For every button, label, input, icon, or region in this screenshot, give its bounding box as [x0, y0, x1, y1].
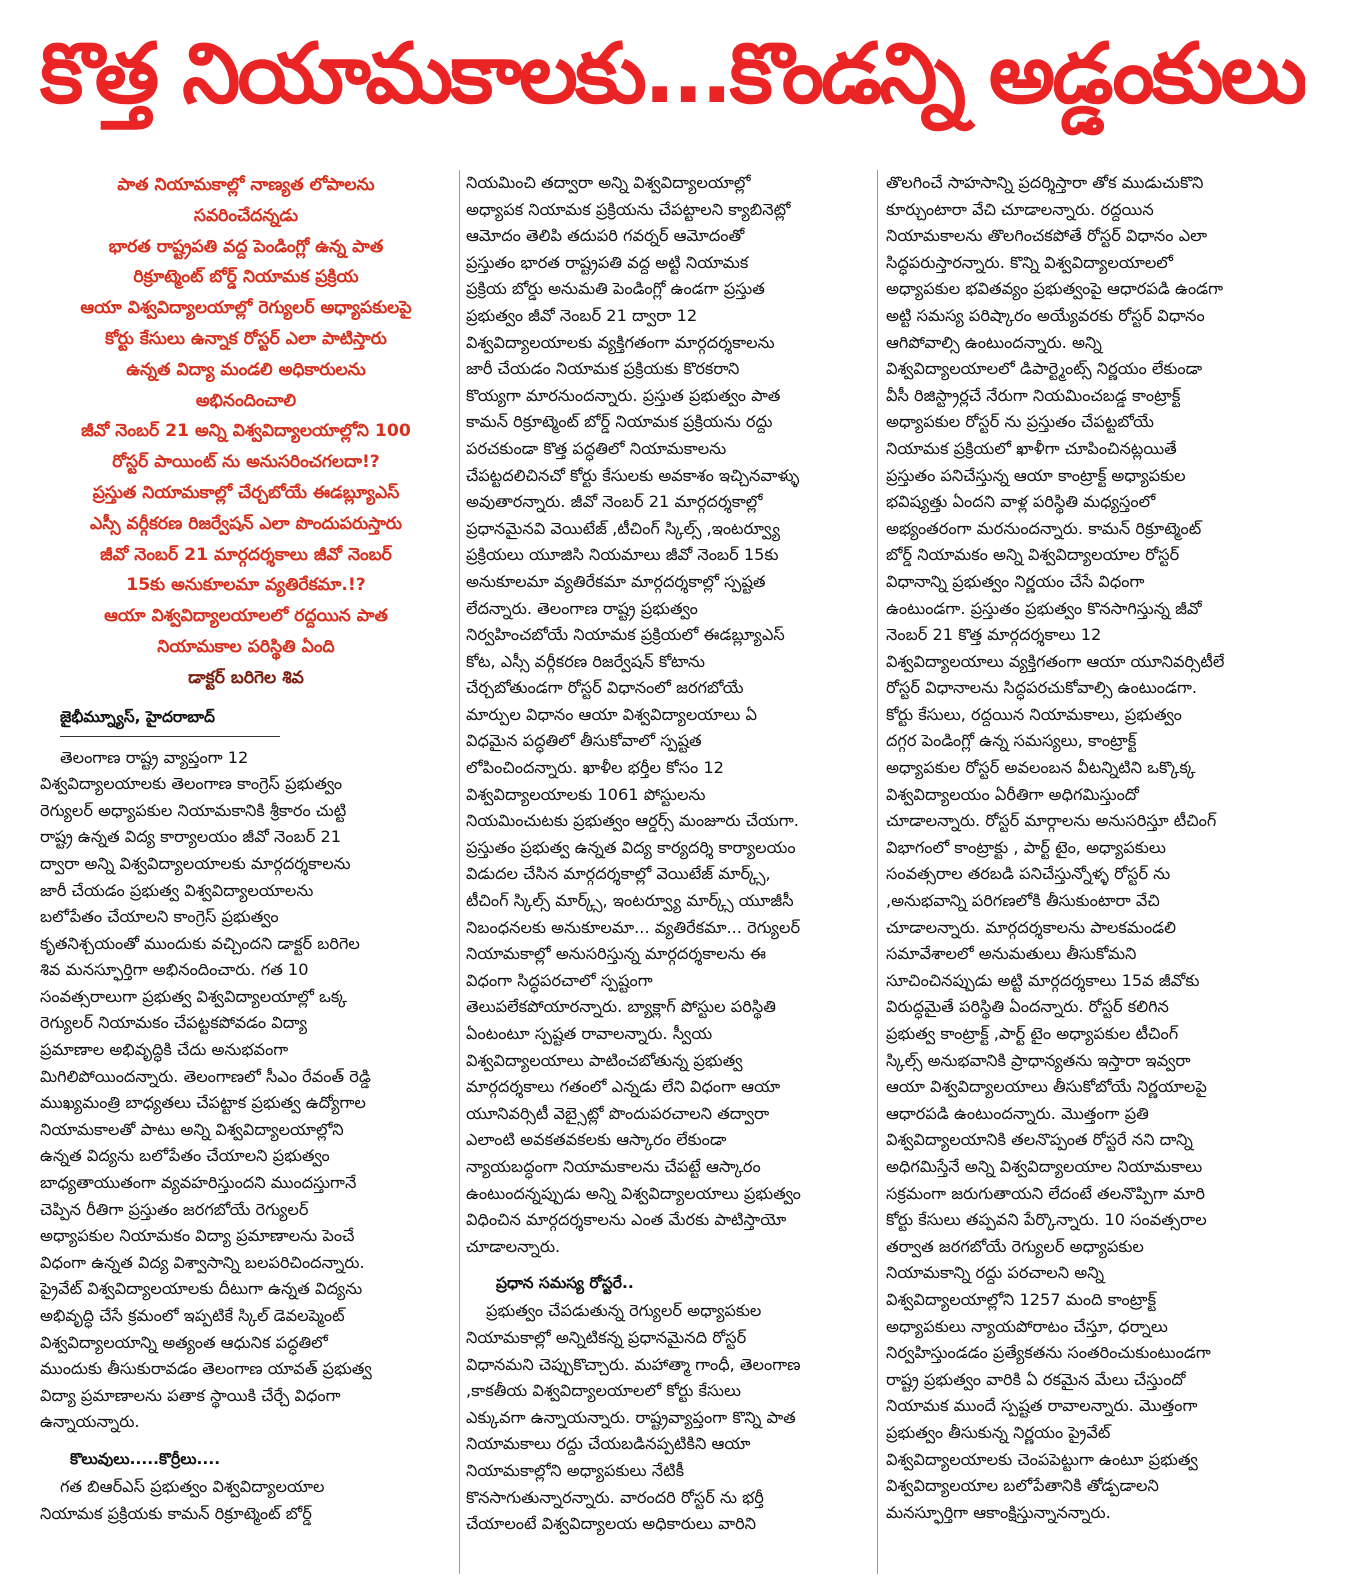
body-line: నిబంధనలకు అనుకూలమా... వ్యతిరేకమా... రెగ్యులర్	[466, 917, 801, 937]
highlight-line: అభినందించాలి	[195, 390, 297, 411]
body-line: చేపట్టదలిచినచో కోర్టు కేసులకు అవకాశం ఇచ్చినవాళ్ళు	[466, 465, 800, 485]
body-line: ,అనుభవాన్ని పరిగణలోకి తీసుకుంటారా వేచి	[886, 891, 1160, 911]
body-line: రెగ్యులర్ నియామకం చేపట్టకపోవడం విద్యా	[40, 1013, 307, 1033]
column-rule-1	[459, 170, 460, 1574]
body-line: న్యాయబద్ధంగా నియామకాలను చేపట్టే ఆస్కారం	[466, 1156, 761, 1176]
body-line: విశ్వవిద్యాలయాన్ని అత్యంత ఆధునిక పద్ధతిలో	[40, 1332, 328, 1352]
body-line: ఉన్నాయన్నారు.	[40, 1412, 140, 1432]
body-line: నియామక ప్రక్రియలో ఖాళీగా చూపించినట్లయితే	[886, 438, 1177, 458]
column-1-tail	[40, 1474, 452, 1527]
body-line: చేయాలంటే విశ్వవిద్యాలయ అధికారులు వారిని	[466, 1514, 757, 1534]
body-line: ప్రస్తుతం పనిచేస్తున్న ఆయా కాంట్రాక్ట్ అధ్యాపకుల	[886, 465, 1186, 485]
body-line: రాష్ట్ర ప్రభుత్వం వారికి ఏ రకమైన మేలు చేస్తుందో	[886, 1369, 1186, 1389]
body-line: అధ్యాపకుల నియామకం విద్యా ప్రమాణాలను పెంచే	[40, 1226, 355, 1246]
body-line: ప్రక్రియలు యూజిసి నియమాలు జీవో నెంబర్ 15కు	[466, 545, 779, 565]
body-line: పరచకుండా కొత్త పద్ధతిలో నియామకాలను	[466, 438, 727, 458]
body-line: రోస్టర్ విధానాలను సిద్ధపరచుకోవాల్సి ఉంటుండగా.	[886, 678, 1198, 698]
body-line: నియామకాల్లో అనుసరిస్తున్న మార్గదర్శకాలను ఈ	[466, 944, 766, 964]
body-line: ప్రస్తుతం ప్రభుత్వ ఉన్నత విద్య కార్యదర్శి కార్యాలయం	[466, 837, 796, 857]
column-rule-2	[877, 170, 878, 1574]
dateline-underline	[60, 736, 280, 737]
body-line: అధ్యాపకుల భవితవ్యం ప్రభుత్వంపై ఆధారపడి ఉండగా	[886, 279, 1224, 299]
column-2-tail	[466, 1298, 870, 1537]
subhead-kolluvulu: కొలువులు.....కొర్రీలు....	[70, 1449, 221, 1468]
highlight-line: నియామకాల పరిస్థితి ఏంది	[157, 636, 335, 657]
body-line: ఉంటుండగా. ప్రస్తుతం ప్రభుత్వం కొనసాగిస్తున్న జీవో	[886, 598, 1202, 618]
highlight-line: ప్రస్తుత నియామకాల్లో చేర్చబోయే ఈడబ్ల్యూఎస్	[92, 482, 400, 503]
body-line: లేదన్నారు. తెలంగాణ రాష్ట్ర ప్రభుత్వం	[466, 598, 698, 618]
body-line: అధ్యాపకుల రోస్టర్ అవలంబన వీటన్నిటిని ఒక్కొక్క	[886, 758, 1196, 778]
body-line: విడుదల చేసిన మార్గదర్శకాల్లో వెయిటేజ్ మార్క్స్,	[466, 864, 771, 884]
highlight-line: జీవో నెంబర్ 21 అన్ని విశ్వవిద్యాలయాల్లోని 100	[81, 421, 411, 442]
body-line: యూనివర్సిటీ వెబ్సైట్లో పొందుపరచాలని తద్వారా	[466, 1103, 770, 1123]
body-line: తెలంగాణ రాష్ట్ర వ్యాప్తంగా 12	[60, 747, 249, 767]
body-line: కూర్చుంటారా వేచి చూడాలన్నారు. రద్దయిన	[886, 199, 1154, 219]
body-line: భవిష్యత్తు ఏందని వాళ్ల పరిస్థితి మధ్యస్తంలో	[886, 492, 1156, 512]
highlight-line: డాక్టర్ బరిగెల శివ	[188, 667, 304, 688]
body-line: ముందుకు తీసుకురావడం తెలంగాణ యావత్ ప్రభుత్వ	[40, 1359, 372, 1379]
body-line: చూడాలన్నారు. రోస్టర్ మార్గాలను అనుసరిస్తూ టీచింగ్	[886, 811, 1217, 831]
body-line: ఎక్కువగా ఉన్నాయన్నారు. రాష్ట్రవ్యాప్తంగా కొన్ని పాత	[466, 1407, 796, 1427]
body-line: నియామకాన్ని రద్దు పరచాలని అన్ని	[886, 1263, 1105, 1283]
body-line: నియమించి తద్వారా అన్ని విశ్వవిద్యాలయాల్లో	[466, 173, 751, 192]
column-1	[40, 170, 452, 1576]
body-line: నియామకాల్లో అన్నిటికన్న ప్రధానమైనది రోస్టర్	[466, 1327, 747, 1347]
column-2	[466, 170, 870, 1576]
body-line: ఆమోదం తెలిపి తదుపరి గవర్నర్ ఆమోదంతో	[466, 226, 745, 246]
body-line: ఆధారపడి ఉంటుందన్నారు. మొత్తంగా ప్రతి	[886, 1103, 1149, 1123]
body-line: సిద్ధపరుస్తారన్నారు. కొన్ని విశ్వవిద్యాలయాలలో	[886, 252, 1173, 272]
body-line: విధానాన్ని ప్రభుత్వం నిర్ణయం చేసే విధంగా	[886, 571, 1145, 591]
body-line: నియామక ముందే స్పష్టత రావాలన్నారు. మొత్తంగా	[886, 1396, 1198, 1416]
column-3-body	[886, 170, 1306, 1526]
column-2-body	[466, 170, 870, 1260]
highlight-line: జీవో నెంబర్ 21 మార్గదర్శకాలు జీవో నెంబర్	[100, 544, 392, 565]
body-line: అభ్యంతరంగా మరనుందన్నారు. కామన్ రిక్రూట్మెంట్	[886, 518, 1202, 538]
body-line: లోపించిందన్నారు. ఖాళీల భర్తీల కోసం 12	[466, 758, 724, 778]
body-line: స్కిల్స్ అనుభవానికి ప్రాధాన్యతను ఇస్తారా ఇవ్వరా	[886, 1050, 1191, 1070]
body-line: ఆయా విశ్వవిద్యాలయాలు తీసుకోబోయే నిర్ణయాలపై	[886, 1077, 1207, 1097]
body-line: విశ్వవిద్యాలయాలకు చెంపపెట్టుగా ఉంటూ ప్రభుత్వ	[886, 1449, 1198, 1469]
highlight-line: పాత నియామకాల్లో నాణ్యత లోపాలను	[117, 175, 375, 195]
body-line: సంవత్సరాలుగా ప్రభుత్వ విశ్వవిద్యాలయాల్లో ఒక్క	[40, 986, 348, 1006]
body-line: నియామకాలు రద్దు చేయబడినప్పటికిని ఆయా	[466, 1434, 751, 1454]
body-line: ,కాకతీయ విశ్వవిద్యాలయాలలో కోర్టు కేసులు	[466, 1381, 742, 1401]
column-3	[886, 170, 1306, 1576]
dateline: జైభీమ్న్యూస్, హైదరాబాద్	[60, 707, 215, 726]
body-line: విశ్వవిద్యాలయాలకు తెలంగాణ కాంగ్రెస్ ప్రభుత్వం	[40, 774, 343, 794]
body-line: విశ్వవిద్యాలయాలకు 1061 పోస్టులను	[466, 784, 706, 804]
body-line: ప్రభుత్వం జీవో నెంబర్ 21 ద్వారా 12	[466, 305, 698, 325]
body-line: విధంగా ఉన్నత విద్య విశ్వాసాన్ని బలపరిచిందన్నారు.	[40, 1252, 365, 1272]
body-line: కోర్టు కేసులు, రద్దయిన నియామకాలు, ప్రభుత్వం	[886, 704, 1182, 724]
body-line: నియామకాల్లోని అధ్యాపకులు నేటికీ	[466, 1460, 685, 1480]
body-line: జారీ చేయడం నియామక ప్రక్రియకు కొరకరాని	[466, 359, 740, 379]
body-line: ముఖ్యమంత్రి బాధ్యతలు చేపట్టాక ప్రభుత్వ ఉద్యోగాల	[40, 1093, 366, 1113]
highlight-line: కోర్టు కేసులు ఉన్నాక రోస్టర్ ఎలా పాటిస్తారు	[105, 328, 387, 349]
body-line: కృతనిశ్చయంతో ముందుకు వచ్చిందని డాక్టర్ బరిగెల	[40, 933, 360, 953]
body-line: టీచింగ్ స్కిల్స్ మార్క్స్, ఇంటర్వ్యూ మార్క్స్ యూజీసీ	[466, 891, 794, 911]
body-line: నెంబర్ 21 కొత్త మార్గదర్శకాలు 12	[886, 625, 1102, 645]
body-line: నిర్వహించబోయే నియామక ప్రక్రియలో ఈడబ్ల్యూఎస్	[466, 625, 785, 645]
highlight-line: ఆయా విశ్వవిద్యాలయాల్లో రెగ్యులర్ అధ్యాపకులపై	[80, 298, 412, 319]
body-line: కొనసాగుతున్నారన్నారు. వారందరి రోస్టర్ ను భర్తీ	[466, 1487, 764, 1507]
body-line: విధంగా సిద్ధపరచాలో స్పష్టంగా	[466, 970, 653, 990]
body-line: ప్రక్రియ బోర్డు అనుమతి పెండింగ్లో ఉండగా ప్రస్తుత	[466, 279, 765, 299]
highlight-line: ఎస్సీ వర్గీకరణ రిజర్వేషన్ ఎలా పొందుపరుస్తారు	[90, 513, 402, 534]
body-line: నియామకాలను తొలగించకపోతే రోస్టర్ విధానం ఎలా	[886, 226, 1208, 246]
body-line: వీసీ రిజిస్ట్రార్లచే నేరుగా నియమించబడ్డ కాంట్రాక్ట్	[886, 385, 1181, 405]
body-line: అభివృద్ధి చేసే క్రమంలో ఇప్పటికే స్కిల్ డెవలప్మెంట్	[40, 1306, 345, 1326]
body-line: సమావేశాలలో అనుమతులు తీసుకోమని	[886, 944, 1137, 964]
body-line: నియామకాలతో పాటు అన్ని విశ్వవిద్యాలయాల్లోని	[40, 1119, 344, 1139]
body-line: విధించిన మార్గదర్శకాలను ఎంత మేరకు పాటిస్తాయో	[466, 1210, 787, 1230]
subhead-roster: ప్రధాన సమస్య రోస్టరే..	[496, 1274, 634, 1293]
body-line: తొలగించే సాహసాన్ని ప్రదర్శిస్తారా తోక ముడుచుకొని	[886, 173, 1204, 192]
body-line: మార్పుల విధానం ఆయా విశ్వవిద్యాలయాలు ఏ	[466, 704, 758, 724]
highlight-line: ఉన్నత విద్యా మండలి అధికారులను	[126, 359, 366, 380]
body-line: అధ్యాపకుల రోస్టర్ ను ప్రస్తుతం చేపట్టబోయే	[886, 412, 1154, 432]
body-line: మార్గదర్శకాలు గతంలో ఎన్నడు లేని విధంగా ఆయా	[466, 1077, 781, 1097]
body-line: బాధ్యతాయుతంగా వ్యవహరిస్తుందని ముందస్తుగానే	[40, 1173, 357, 1193]
body-line: తర్వాత జరగబోయే రెగ్యులర్ అధ్యాపకుల	[886, 1236, 1144, 1256]
body-line: గత బిఆర్ఎస్ ప్రభుత్వం విశ్వవిద్యాలయాల	[60, 1476, 325, 1496]
body-line: సక్రమంగా జరుగుతాయని లేదంటే తలనొప్పిగా మారి	[886, 1183, 1205, 1203]
body-line: ప్రభుత్వం తీసుకున్న నిర్ణయం ప్రైవేట్	[886, 1422, 1111, 1442]
body-line: విశ్వవిద్యాలయాల్లోని 1257 మంది కాంట్రాక్ట్	[886, 1289, 1157, 1309]
headline: కొత్త నియామకాలకు...కొండన్ని అడ్డంకులు	[40, 25, 1305, 122]
body-line: విశ్వవిద్యాలయాలు వ్యక్తిగతంగా ఆయా యూనివర్సిటీలే	[886, 651, 1225, 671]
body-line: జారీ చేయడం ప్రభుత్వ విశ్వవిద్యాలయాలను	[40, 880, 314, 900]
body-line: అధ్యాపక నియామక ప్రక్రియను చేపట్టాలని క్యాబినెట్లో	[466, 199, 791, 219]
body-line: ప్రధానమైనవి వెయిటేజ్ ,టీచింగ్ స్కిల్స్ ,ఇంటర్వ్యూ	[466, 518, 781, 538]
body-line: విశ్వవిద్యాలయాలకు వ్యక్తిగతంగా మార్గదర్శకాలను	[466, 332, 775, 352]
body-line: విశ్వవిద్యాలయాలు పాటించబోతున్న ప్రభుత్వ	[466, 1050, 743, 1070]
body-line: ఉంటుందన్నప్పుడు అన్ని విశ్వవిద్యాలయాలు ప్రభుత్వం	[466, 1183, 801, 1203]
body-line: ప్రస్తుతం భారత రాష్ట్రపతి వద్ద అట్టి నియామక	[466, 252, 749, 272]
highlight-line: 15కు అనుకూలమా వ్యతిరేకమా.!?	[126, 575, 366, 596]
body-line: విభాగంలో కాంట్రాక్టు , పార్ట్ టైం, అధ్యాపకులు	[886, 837, 1166, 857]
body-line: అధిగమిస్తేనే అన్ని విశ్వవిద్యాలయాల నియామకాలు	[886, 1156, 1203, 1176]
body-line: విద్యా ప్రమాణాలను పతాక స్థాయికి చేర్చే విధంగా	[40, 1385, 341, 1405]
body-line: చూడాలన్నారు.	[466, 1236, 561, 1256]
body-line: ఎలాంటి అవకతవకలకు ఆస్కారం లేకుండా	[466, 1130, 727, 1150]
body-line: సూచించినప్పుడు అట్టి మార్గదర్శకాలు 15వ జీవోకు	[886, 970, 1200, 990]
body-line: విశ్వవిద్యాలయానికి తలనొప్పంత రోస్టరే నని దాన్ని	[886, 1130, 1193, 1150]
body-line: బలోపేతం చేయాలని కాంగ్రెస్ ప్రభుత్వం	[40, 907, 279, 927]
body-line: కోట, ఎస్సీ వర్గీకరణ రిజర్వేషన్ కోటాను	[466, 651, 705, 671]
body-line: ఉన్నత విద్యను బలోపేతం చేయాలని ప్రభుత్వం	[40, 1146, 330, 1166]
body-line: విధానమని చెప్పుకొచ్చారు. మహాత్మా గాంధీ, తెలంగాణ	[466, 1354, 801, 1374]
body-line: చూడాలన్నారు. మార్గదర్శకాలను పాలకమండలి	[886, 917, 1177, 937]
body-line: చేర్చబోతుండగా రోస్టర్ విధానంలో జరగబోయే	[466, 678, 744, 698]
body-line: అవుతారన్నారు. జీవో నెంబర్ 21 మార్గదర్శకాల్లో	[466, 492, 763, 512]
body-line: నియమించుటకు ప్రభుత్వం ఆర్డర్స్ మంజూరు చేయగా.	[466, 811, 799, 831]
body-line: ప్రమాణాల అభివృద్ధికి చేదు అనుభవంగా	[40, 1040, 289, 1060]
body-line: విరుద్ధమైతే పరిస్థితి ఏందన్నారు. రోస్టర్ కలిగిన	[886, 997, 1169, 1017]
highlight-line: భారత రాష్ట్రపతి వద్ద పెండింగ్లో ఉన్న పాత	[108, 236, 384, 257]
body-line: ప్రభుత్వం చేపడుతున్న రెగ్యులర్ అధ్యాపకుల	[486, 1301, 762, 1321]
body-line: అనుకూలమా వ్యతిరేకమా మార్గదర్శకాల్లో స్పష్టత	[466, 571, 766, 591]
highlight-line: రిక్రూట్మెంట్ బోర్డ్ నియామక ప్రక్రియ	[133, 267, 359, 288]
body-line: విశ్వవిద్యాలయాలలో డిపార్ట్మెంట్స్ నిర్ణయం లేకుండా	[886, 359, 1203, 379]
column-1-body	[40, 745, 452, 1436]
body-line: నిర్వహిస్తుండడం ప్రత్యేకతను సంతరించుకుంటుండగా	[886, 1343, 1211, 1363]
body-line: విధమైన పద్ధతిలో తీసుకోవాలో స్పష్టత	[466, 731, 702, 751]
body-line: మనస్ఫూర్తిగా ఆకాంక్షిస్తున్నానన్నారు.	[886, 1502, 1111, 1522]
highlight-line: సవరించేదన్నడు	[193, 205, 299, 226]
body-line: ద్వారా అన్ని విశ్వవిద్యాలయాలకు మార్గదర్శకాలను	[40, 853, 351, 873]
body-line: కొయ్యగా మారనుందన్నారు. ప్రస్తుత ప్రభుత్వం పాత	[466, 385, 781, 405]
body-line: రాష్ట్ర ఉన్నత విద్య కార్యాలయం జీవో నెంబర్ 21	[40, 827, 342, 847]
body-line: ఆగిపోవాల్సి ఉంటుందన్నారు. అన్ని	[886, 332, 1102, 352]
body-line: రెగ్యులర్ అధ్యాపకుల నియామకానికి శ్రీకారం చుట్టి	[40, 800, 347, 820]
body-line: అధ్యాపకులు న్యాయపోరాటం చేస్తూ, ధర్నాలు	[886, 1316, 1168, 1336]
body-line: ఏంటంటూ స్పష్టత రావాలన్నారు. స్వీయ	[466, 1024, 713, 1043]
body-line: శివ మనస్ఫూర్తిగా అభినందించారు. గత 10	[40, 960, 309, 980]
body-line: దగ్గర పెండింగ్లో ఉన్న సమస్యలు, కాంట్రాక్ట్	[886, 731, 1137, 751]
body-line: కోర్టు కేసులు తప్పవని పేర్కొన్నారు. 10 సంవత్సరాల	[886, 1210, 1207, 1230]
body-line: బోర్డ్ నియామకం అన్ని విశ్వవిద్యాలయాల రోస్టర్	[886, 545, 1180, 565]
body-line: విశ్వవిద్యాలయాల బలోపేతానికి తోడ్పడాలని	[886, 1476, 1159, 1496]
highlight-line: ఆయా విశ్వవిద్యాలయాలలో రద్దయిన పాత	[104, 606, 388, 627]
body-line: నియామక ప్రక్రియకు కామన్ రిక్రూట్మెంట్ బోర్డ్	[40, 1503, 312, 1523]
body-line: మిగిలిపోయిందన్నారు. తెలంగాణలో సీఎం రేవంత్ రెడ్డి	[40, 1066, 371, 1086]
highlight-line: రోస్టర్ పాయింట్ ను అనుసరించగలదా!?	[112, 452, 380, 473]
body-line: తెలుపలేకపోయారన్నారు. బ్యాక్లాగ్ పోస్టుల పరిస్థితి	[466, 997, 776, 1017]
highlight-box	[40, 170, 452, 694]
body-line: ప్రభుత్వ కాంట్రాక్ట్ ,పార్ట్ టైం అధ్యాపకుల టీచింగ్	[886, 1024, 1179, 1043]
body-line: అట్టి సమస్య పరిష్కారం అయ్యేవరకు రోస్టర్ విధానం	[886, 305, 1205, 325]
body-line: విశ్వవిద్యాలయం ఏరీతిగా అధిగమిస్తుందో	[886, 784, 1139, 804]
body-line: ప్రైవేట్ విశ్వవిద్యాలయాలకు దీటుగా ఉన్నత విద్యను	[40, 1279, 363, 1299]
body-line: సంవత్సరాల తరబడి పనిచేస్తున్నోళ్ళ రోస్టర్ ను	[886, 864, 1171, 884]
body-line: చెప్పిన రీతిగా ప్రస్తుతం జరగబోయే రెగ్యులర్	[40, 1199, 309, 1219]
body-line: కామన్ రిక్రూట్మెంట్ బోర్డ్ నియామక ప్రక్రియను రద్దు	[466, 412, 773, 432]
